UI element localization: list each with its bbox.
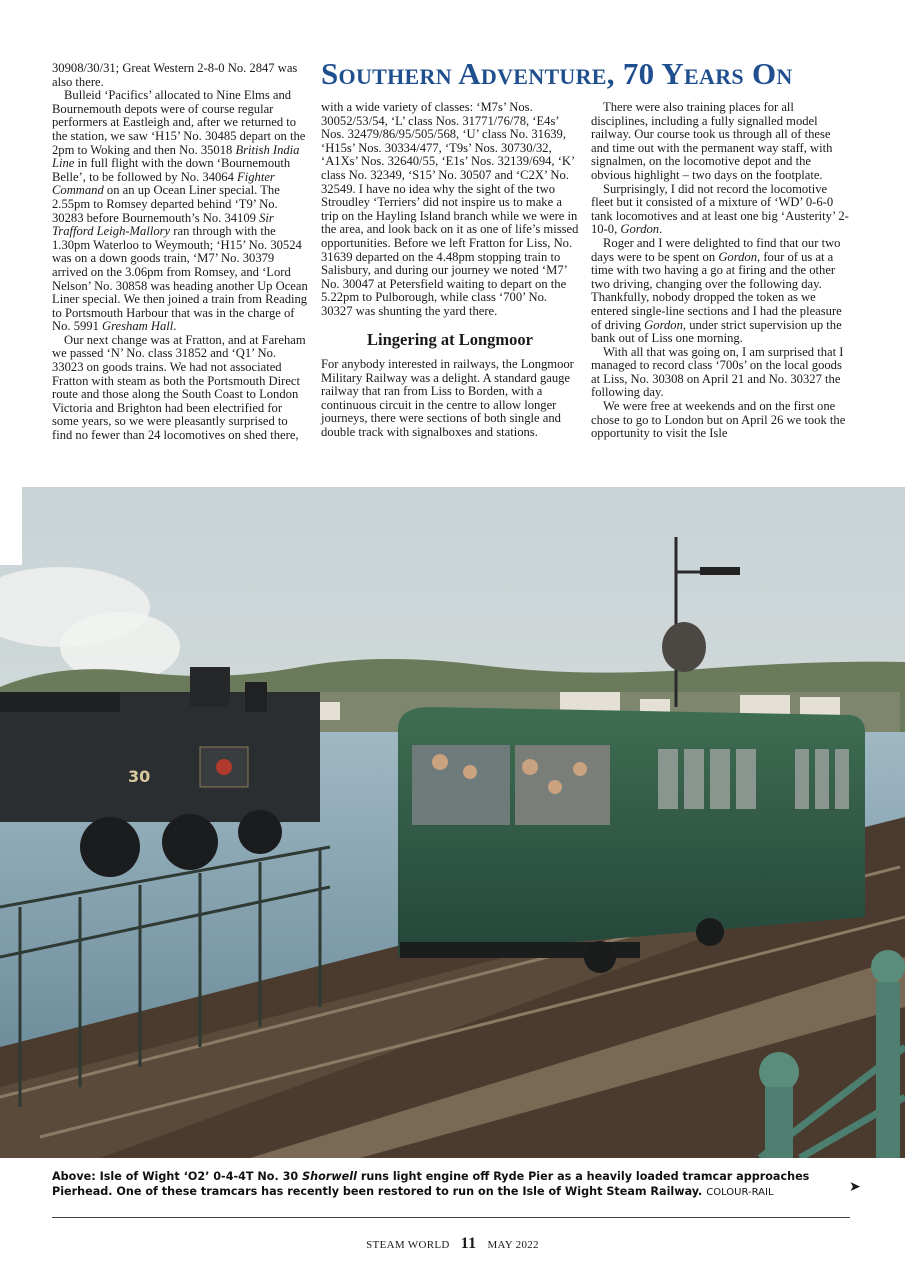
paragraph: Surprisingly, I did not record the locomotive fleet but it consisted of a mixture of ‘WD’ 0-6-0 tank locomotives and at least one big ‘Austerity’ 2-10-0, Gordon. — [591, 181, 849, 237]
text-column-1 — [52, 62, 308, 443]
photo-credit: COLOUR-RAIL — [706, 1187, 774, 1198]
paragraph: Our next change was at Fratton, and at Fareham we passed ‘N’ No. class 31852 and ‘Q1’ No. 33023 on goods trains. We had not associated Fratton with steam as both the Portsmouth Direct route and those along the South Coast to London Victoria and Brighton had been electrified for some years, so we were pleasantly surprised to find no fewer than 24 locomotives on shed there, — [52, 332, 306, 443]
paragraph: With all that was going on, I am surprised that I managed to record class ‘700s’ on the local goods at Liss, No. 30308 on April 21 and No. 30327 the following day. — [591, 344, 844, 400]
loco-number: 30 — [128, 767, 151, 786]
paragraph: with a wide variety of classes: ‘M7s’ Nos. 30052/53/54, ‘L’ class Nos. 31771/76/78, ‘E4s’ Nos. 32479/86/95/505/568, ‘U’ class No. 31639, ‘H15s’ Nos. 30334/477, ‘T9s’ Nos. 30730/32, ‘A1Xs’ Nos. 32640/55, ‘E1s’ Nos. 32139/694, ‘K’ class No. 32349, ‘S15’ No. 30507 and ‘C2X’ No. 32549. I have no idea why the sight of the two Stroudley ‘Terriers’ did not inspire us to make a trip on the Hayling Island branch while we were in the area, and look back on it as one of life’s missed opportunities. Before we left Fratton for Liss, No. 31639 departed on the 4.48pm stopping train to Salisbury, and during our journey we noted ‘M7’ No. 30047 at Petersfield waiting to depart on the 5.22pm to Pulborough, while class ‘700’ No. 30327 was shunting the yard there. — [321, 100, 579, 318]
text-column-2 — [321, 101, 579, 440]
page-footer — [0, 1235, 905, 1253]
paragraph: 30908/30/31; Great Western 2-8-0 No. 2847 was also there. — [52, 61, 298, 89]
text-column-3 — [591, 101, 851, 441]
paragraph: There were also training places for all disciplines, including a fully signalled model railway. Our course took us through all of these and time out with the permanent way staff, with signalmen, on the locomotive depot and the obvious highlight – two days on the footplate. — [591, 100, 833, 182]
page-number: 11 — [460, 1235, 477, 1252]
photo-notch — [0, 487, 22, 565]
photo-caption: Above: Isle of Wight ‘O2’ 0-4-4T No. 30 Shorwell runs light engine off Ryde Pier as a heavily loaded tramcar approaches Pierhead. One of these tramcars has recently been restored to run on the Isle of Wight Steam Railway. COLOUR-RAIL — [52, 1170, 810, 1198]
paragraph: We were free at weekends and on the first one chose to go to London but on April 26 we took the opportunity to visit the Isle — [591, 399, 846, 441]
issue-date: MAY 2022 — [487, 1239, 539, 1251]
paragraph: Bulleid ‘Pacifics’ allocated to Nine Elms and Bournemouth depots were of course regular performers at Eastleigh and, after we returned to the station, we saw ‘H15’ No. 30485 depart on the 2pm to Woking and then No. 35018 British India Line in full flight with the down ‘Bournemouth Belle’, to be followed by No. 34064 Fighter Command on an up Ocean Liner special. The 2.55pm to Romsey departed behind ‘T9’ No. 30283 before Bournemouth’s No. 34109 Sir Trafford Leigh-Mallory ran through with the 1.30pm Waterloo to Weymouth; ‘H15’ No. 30524 was on a down goods train, ‘M7’ No. 30379 arrived on the 3.06pm from Romsey, and ‘Lord Nelson’ No. 30858 was heading another Up Ocean Liner special. We then joined a train from Reading to Portsmouth Harbour that was in the charge of No. 5991 Gresham Hall. — [52, 88, 308, 334]
footer-rule — [52, 1217, 850, 1218]
article-title: Southern Adventure, 70 Years On — [321, 56, 793, 91]
paragraph: For anybody interested in railways, the Longmoor Military Railway was a delight. A standard gauge railway that ran from Liss to Borden, with a continuous circuit in the centre to allow longer journeys, there were sections of both single and double track with signalboxes and stations. — [321, 357, 574, 440]
article-photo — [0, 487, 905, 1158]
ryde-pier-photo — [0, 487, 905, 1158]
continue-arrow-icon: ➤ — [849, 1179, 861, 1195]
magazine-name: STEAM WORLD — [366, 1239, 450, 1251]
paragraph: Roger and I were delighted to find that our two days were to be spent on Gordon, four of us at a time with two having a go at firing and the other two driving, changing over the following day. Thankfully, nobody dropped the token as we entered single-line sections and I had the pleasure of driving Gordon, under strict supervision up the bank out of Liss one morning. — [591, 235, 842, 346]
section-heading: Lingering at Longmoor — [367, 329, 533, 349]
